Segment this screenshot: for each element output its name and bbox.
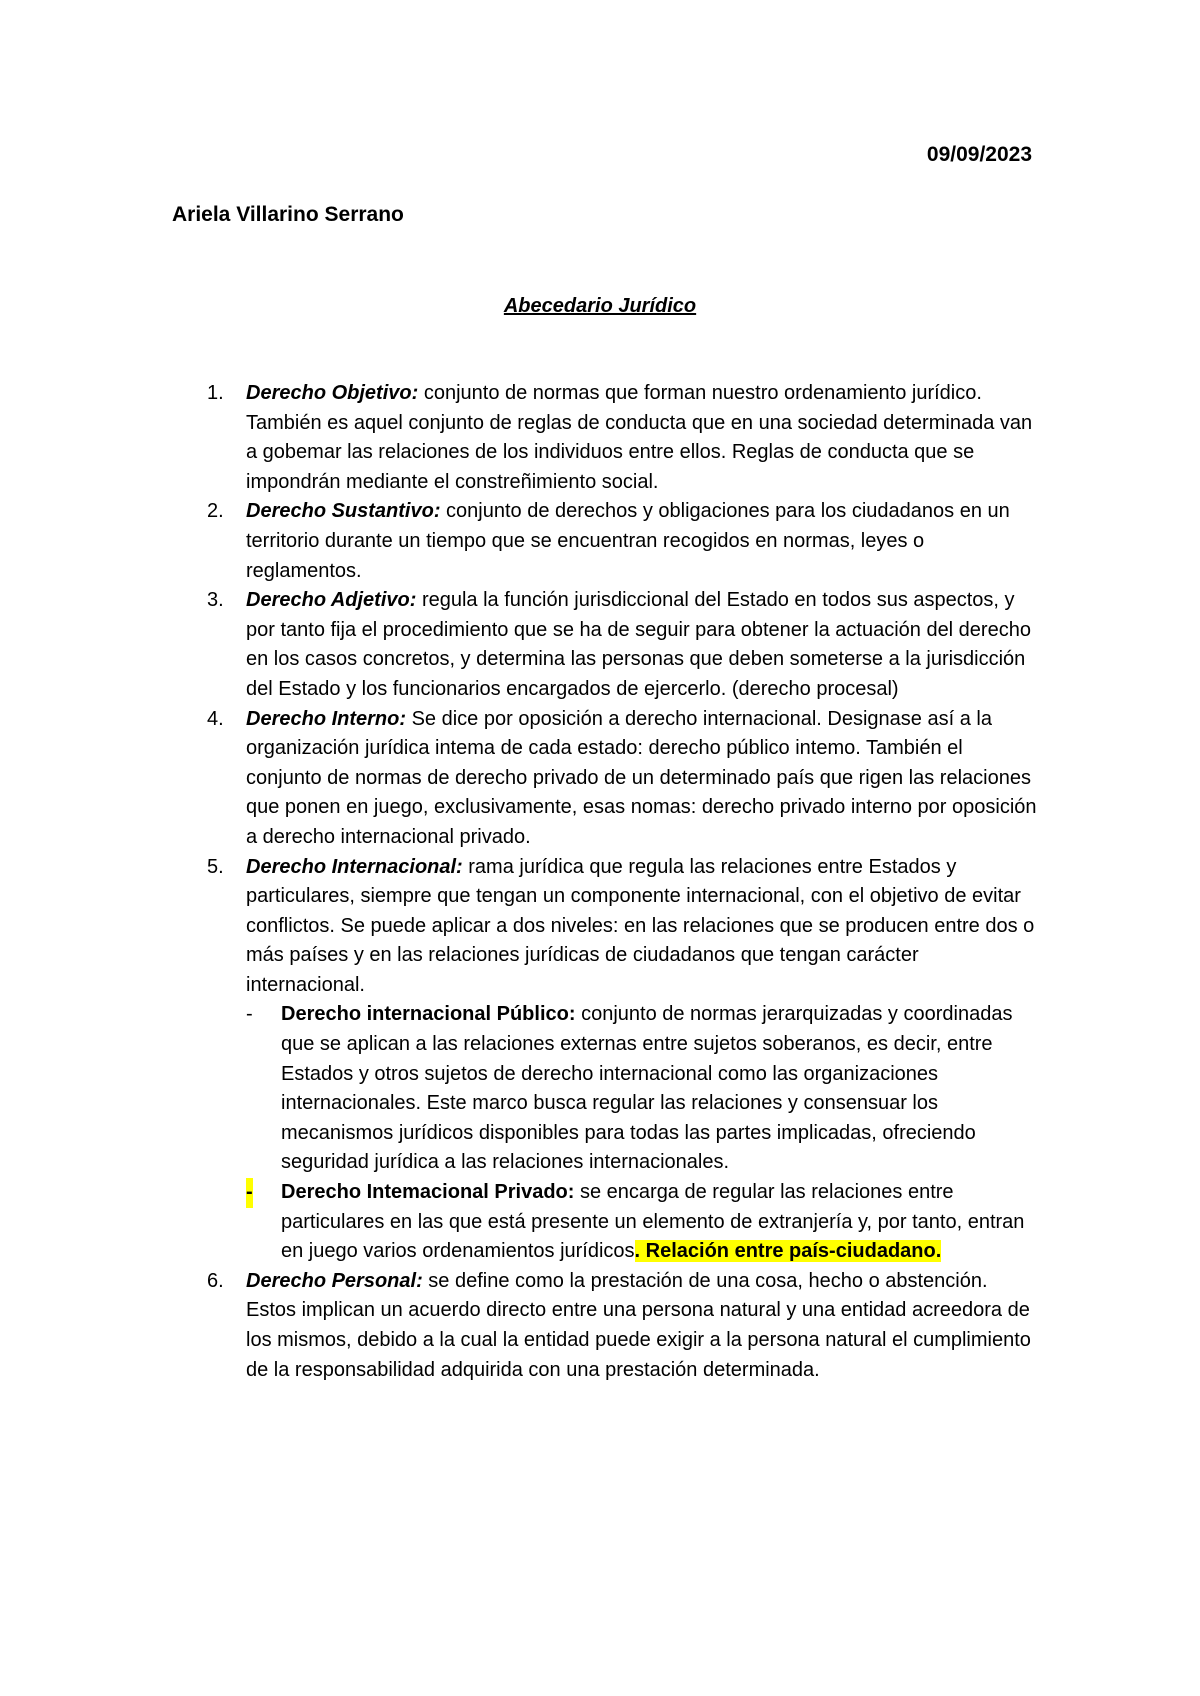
- item-text: regula la función jurisdiccional del Estado en todos sus aspectos, y por tanto fija el procedimiento que se ha de seguir para obtener la actuación del derecho en los casos concretos, y determina las personas que deben someterse a la jurisdicción del Estado y los funcionarios encargados de ejercerlo. (derecho procesal): [246, 589, 1031, 700]
- item-term: Derecho Internacional:: [246, 855, 463, 878]
- sub-item-dash: -: [246, 1003, 253, 1026]
- list-item: [200, 586, 1040, 704]
- item-text: conjunto de normas que forman nuestro ordenamiento jurídico. También es aquel conjunto de reglas de conducta que en una sociedad determinada van a gobemar las relaciones de los individuos entre ellos. Reglas de conducta que se impondrán mediante el constreñimiento social.: [246, 382, 1033, 493]
- item-number: 4.: [207, 707, 224, 730]
- sub-list-item: [246, 1178, 1040, 1267]
- item-term: Derecho Interno:: [246, 707, 407, 730]
- sub-list-item: [246, 1000, 1040, 1178]
- item-text: se define como la prestación de una cosa, hecho o abstención. Estos implican un acuerdo directo entre una persona natural y una entidad acreedora de los mismos, debido a la cual la entidad puede exigir a la persona natural el cumplimiento de la responsabilidad adquirida con una prestación determinada.: [246, 1269, 1031, 1381]
- sub-item-dash: -: [246, 1178, 253, 1208]
- item-term: Derecho Adjetivo:: [246, 589, 417, 612]
- document-body: [200, 379, 1040, 1385]
- item-term: Derecho Objetivo:: [246, 382, 419, 404]
- item-text: Se dice por oposición a derecho internacional. Designase así a la organización jurídica intema de cada estado: derecho público intemo. También el conjunto de normas de derecho privado de un determinado país que rigen las relaciones que ponen en juego, exclusivamente, esas nomas: derecho privado interno por oposición a derecho internacional privado.: [246, 707, 1037, 848]
- definitions-list: [200, 379, 1040, 1385]
- sub-item-term: Derecho internacional Público:: [281, 1003, 576, 1026]
- item-number: 2.: [207, 500, 224, 523]
- sub-item-term: Derecho Intemacional Privado:: [281, 1181, 575, 1204]
- item-term: Derecho Sustantivo:: [246, 500, 441, 523]
- sub-item-text: conjunto de normas jerarquizadas y coordinadas que se aplican a las relaciones externas entre sujetos soberanos, es decir, entre Estados y otros sujetos de derecho internacional como las organizaciones internacionales. Este marco busca regular las relaciones y consensuar los mecanismos jurídicos disponibles para todas las partes implicadas, ofreciendo seguridad jurídica a las relaciones internacionales.: [281, 1003, 1013, 1174]
- list-item: [200, 1267, 1040, 1385]
- document-title: Abecedario Jurídico: [503, 295, 697, 317]
- document-date: 09/09/2023: [926, 143, 1032, 166]
- sub-item-text: se encarga de regular las relaciones entre particulares en las que está presente un elemento de extranjería y, por tanto, entran en juego varios ordenamientos jurídicos: [281, 1181, 1025, 1263]
- author-name: Ariela Villarino Serrano: [172, 203, 404, 226]
- item-number: 1.: [207, 382, 224, 404]
- item-term: Derecho Personal:: [246, 1269, 423, 1292]
- item-number: 6.: [207, 1269, 224, 1292]
- sub-list: [246, 1000, 1040, 1266]
- highlighted-text: . Relación entre país-ciudadano.: [634, 1240, 942, 1263]
- list-item: [200, 705, 1040, 853]
- list-item: [200, 853, 1040, 1267]
- item-text: rama jurídica que regula las relaciones entre Estados y particulares, siempre que tengan un componente internacional, con el objetivo de evitar conflictos. Se puede aplicar a dos niveles: en las relaciones que se producen entre dos o más países y en las relaciones jurídicas de ciudadanos que tengan carácter internacional.: [246, 855, 1035, 996]
- list-item: [200, 379, 1040, 497]
- item-text: conjunto de derechos y obligaciones para los ciudadanos en un territorio durante un tiempo que se encuentran recogidos en normas, leyes o reglamentos.: [246, 500, 1010, 582]
- item-number: 5.: [207, 855, 224, 878]
- list-item: [200, 497, 1040, 586]
- item-number: 3.: [207, 589, 224, 612]
